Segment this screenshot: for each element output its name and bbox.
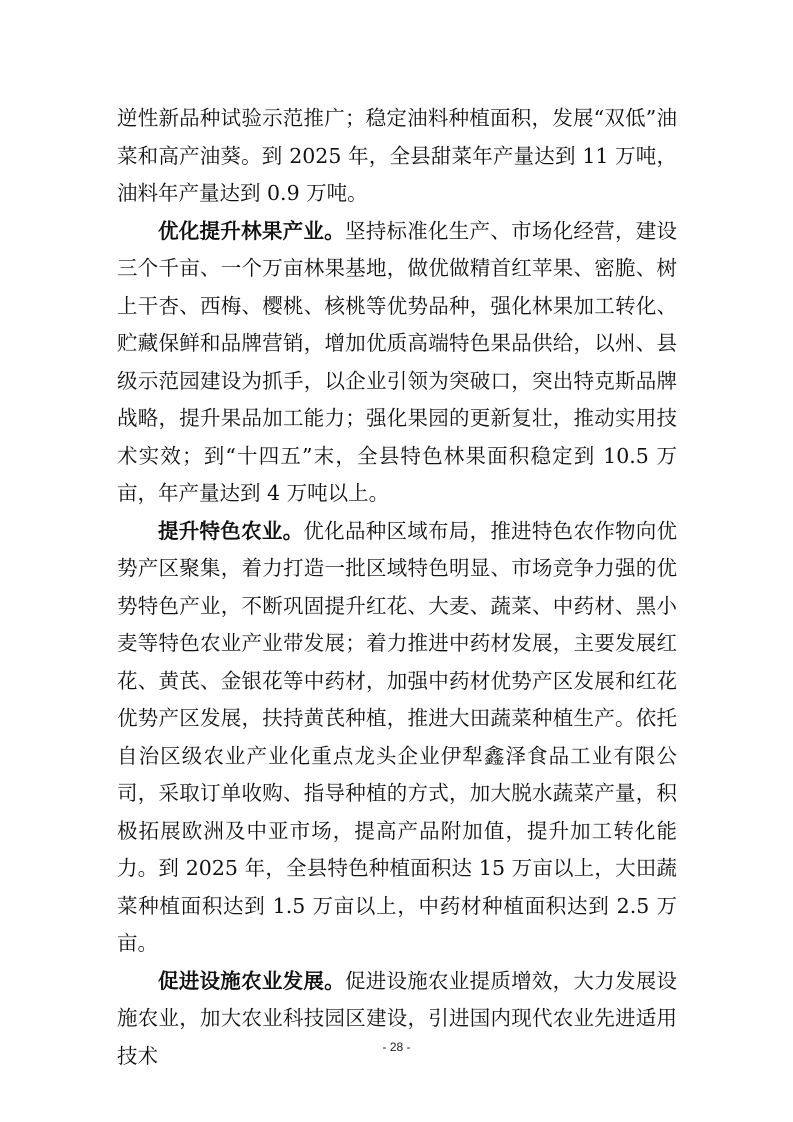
paragraph-heading: 提升特色农业。: [158, 518, 304, 543]
paragraph-continuation: [117, 100, 677, 213]
paragraph-heading: 促进设施农业发展。: [158, 968, 345, 993]
page-number: - 28 -: [382, 1040, 411, 1054]
paragraph-text: 促进设施农业提质增效，大力发展设施农业，加大农业科技园区建设，引进国内现代农业先进适用技术: [117, 968, 677, 1068]
paragraph-heading: 优化提升林果产业。: [158, 218, 345, 243]
paragraph-special-agriculture: [117, 513, 677, 963]
paragraph-facility-agriculture: [117, 963, 677, 1076]
paragraph-text: 坚持标准化生产、市场化经营，建设三个千亩、一个万亩林果基地，做优做精首红苹果、密脆、树上干杏、西梅、樱桃、核桃等优势品种，强化林果加工转化、贮藏保鲜和品牌营销，增加优质高端特色果品供给，以州、县级示范园建设为抓手，以企业引领为突破口，突出特克斯品牌战略，提升果品加工能力；强化果园的更新复壮，推动实用技术实效；到“十四五”末，全县特色林果面积稳定到 10.5 万亩，年产量达到 4 万吨以上。: [117, 218, 677, 505]
paragraph-text: 优化品种区域布局，推进特色农作物向优势产区聚集，着力打造一批区域特色明显、市场竞争力强的优势特色产业，不断巩固提升红花、大麦、蔬菜、中药材、黑小麦等特色农业产业带发展；着力推进中药材发展，主要发展红花、黄芪、金银花等中药材，加强中药材优势产区发展和红花优势产区发展，扶持黄芪种植，推进大田蔬菜种植生产。依托自治区级农业产业化重点龙头企业伊犁鑫泽食品工业有限公司，采取订单收购、指导种植的方式，加大脱水蔬菜产量，积极拓展欧洲及中亚市场，提高产品附加值，提升加工转化能力。到 2025 年，全县特色种植面积达 15 万亩以上，大田蔬菜种植面积达到 1.5 万亩以上，中药材种植面积达到 2.5 万亩。: [117, 518, 678, 955]
paragraph-text: 逆性新品种试验示范推广；稳定油料种植面积，发展“双低”油菜和高产油葵。到 2025 年，全县甜菜年产量达到 11 万吨，油料年产量达到 0.9 万吨。: [117, 106, 677, 205]
document-body: [117, 100, 677, 1075]
paragraph-forest-fruit: [117, 213, 677, 513]
